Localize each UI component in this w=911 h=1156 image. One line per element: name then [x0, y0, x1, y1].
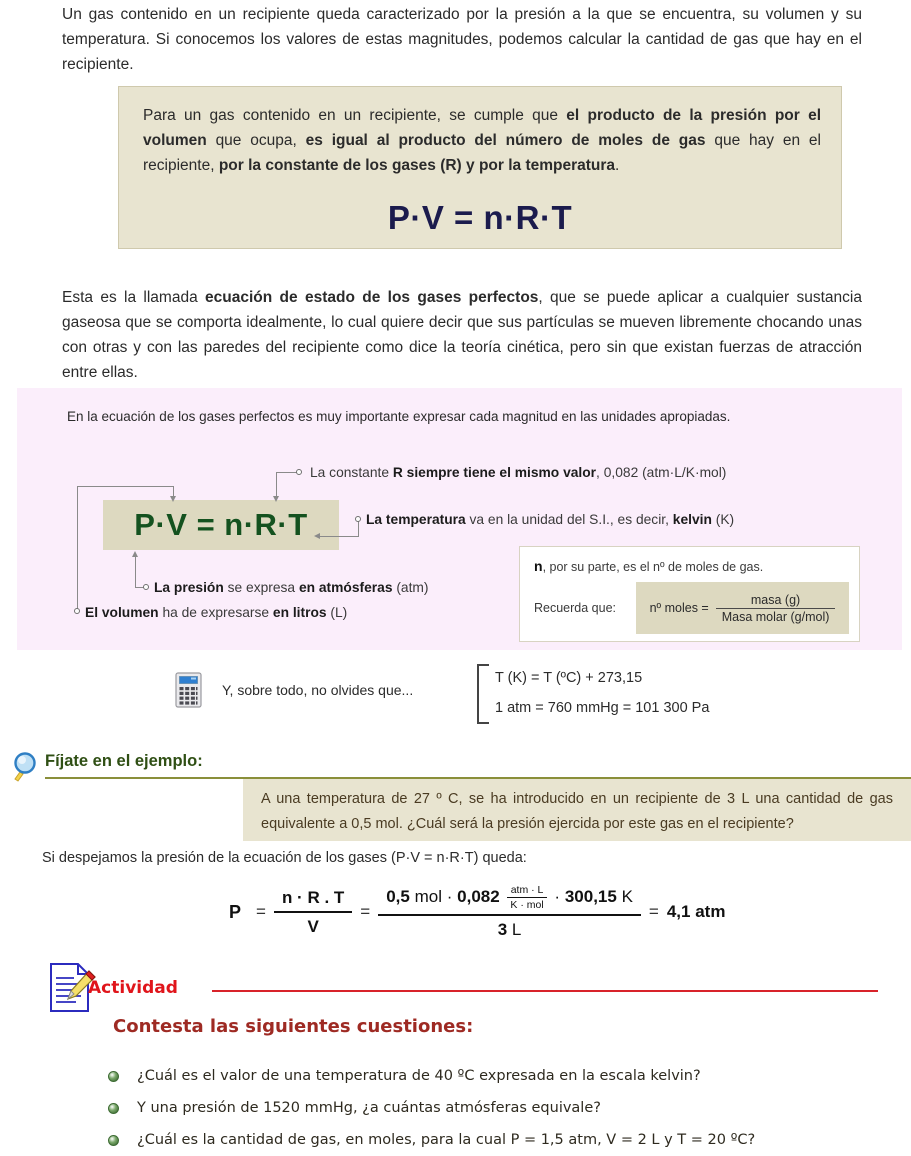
conversions-bracket	[477, 664, 489, 724]
statement-part-2: que ocupa,	[206, 132, 306, 149]
formula-equals-1: =	[256, 902, 266, 921]
r-leader-arrow	[273, 496, 279, 502]
annotation-volume-part-2: (L)	[326, 605, 348, 620]
statement-text	[143, 103, 821, 178]
temperature-leader-vertical	[358, 521, 359, 537]
solve-for-pressure-note: Si despejamos la presión de la ecuación de los gases (P·V = n·R·T) queda:	[42, 850, 527, 866]
list-item	[108, 1060, 755, 1092]
annotation-temperature-part-1: va en la unidad del S.I., es decir,	[465, 512, 673, 527]
moles-definition-rest: , por su parte, es el nº de moles de gas.	[542, 560, 764, 574]
worked-formula	[222, 884, 725, 940]
formula-r-unit-denominator: K · mol	[507, 897, 546, 911]
question-text: ¿Cuál es el valor de una temperatura de 40 ºC expresada en la escala kelvin?	[137, 1068, 701, 1084]
ideal-gas-equation-green: P·V = n·R·T	[134, 507, 308, 542]
volume-leader-horizontal	[77, 486, 173, 487]
magnifier-icon	[8, 750, 42, 789]
second-paragraph	[62, 285, 862, 385]
magnifier-icon-svg	[8, 750, 42, 784]
annotation-temperature	[366, 511, 734, 529]
r-leader-dot	[296, 469, 302, 475]
formula-numeric-denominator	[378, 914, 641, 940]
bullet-icon	[108, 1071, 119, 1082]
temperature-leader-arrow	[314, 533, 320, 539]
formula-temperature-unit: K	[621, 886, 633, 906]
formula-equals-2: =	[360, 902, 371, 921]
statement-box	[118, 86, 842, 249]
r-leader-horizontal	[276, 472, 298, 473]
annotation-temperature-bold-2: kelvin	[672, 512, 712, 527]
formula-symbolic-fraction	[274, 888, 352, 937]
formula-dot-2: ·	[554, 886, 561, 906]
formula-lhs: P	[229, 901, 242, 922]
annotation-temperature-bold-1: La temperatura	[366, 512, 466, 527]
annotation-temperature-part-2: (K)	[711, 512, 735, 527]
activity-subtitle: Contesta las siguientes cuestiones:	[113, 1016, 474, 1037]
formula-numeric-fraction	[378, 884, 641, 940]
conversion-pressure: 1 atm = 760 mmHg = 101 300 Pa	[495, 700, 710, 716]
formula-moles-unit: mol	[414, 886, 442, 906]
annotation-volume-part-1: ha de expresarse	[158, 605, 273, 620]
second-paragraph-part-2: , que se puede aplicar a cualquier sustancia gaseosa que se comporta idealmente, lo cual quiere decir que sus partículas se mueven libremente chocando unas con otras y con las paredes del recipiente como dice la teoría cinética, pero sin que existan fuerzas de atracción entre ellas.	[62, 289, 862, 381]
list-item	[108, 1124, 755, 1156]
annotation-pressure-part-1: se expresa	[223, 580, 299, 595]
annotation-constant-part-2: , 0,082 (atm·L/K·mol)	[596, 465, 727, 480]
moles-formula-denominator: Masa molar (g/mol)	[716, 608, 836, 624]
units-panel-intro: En la ecuación de los gases perfectos es muy importante expresar cada magnitud en las unidades apropiadas.	[67, 409, 731, 424]
moles-formula-box	[636, 582, 849, 634]
second-paragraph-bold: ecuación de estado de los gases perfectos	[205, 289, 539, 306]
annotation-pressure	[154, 579, 429, 597]
question-text: ¿Cuál es la cantidad de gas, en moles, para la cual P = 1,5 atm, V = 2 L y T = 20 ºC?	[137, 1132, 756, 1148]
annotation-constant-part-1: La constante	[310, 465, 393, 480]
annotation-volume-bold-2: en litros	[272, 605, 327, 620]
formula-symbolic-denominator: V	[274, 911, 352, 937]
question-list	[108, 1060, 755, 1156]
activity-rule	[212, 990, 878, 992]
formula-volume-value: 3	[497, 920, 508, 939]
calculator-icon-svg	[175, 672, 202, 708]
formula-result: 4,1 atm	[666, 902, 726, 921]
statement-part-3: que hay en el recipiente,	[143, 132, 821, 174]
formula-moles-value: 0,5	[386, 886, 410, 906]
formula-numeric-numerator	[378, 884, 641, 914]
activity-label: Actividad	[88, 978, 178, 998]
example-statement-text: A una temperatura de 27 º C, se ha introducido en un recipiente de 3 L una cantidad de gas equivalente a 0,5 mol. ¿Cuál será la presión ejercida por este gas en el recipiente?	[261, 791, 893, 832]
formula-volume-unit: L	[511, 920, 522, 939]
formula-r-value: 0,082	[457, 886, 500, 906]
statement-bold-2: es igual al producto del número de moles de gas	[305, 132, 706, 149]
example-heading: Fíjate en el ejemplo:	[45, 752, 203, 770]
list-item	[108, 1092, 755, 1124]
formula-r-unit-numerator: atm · L	[510, 884, 544, 896]
calculator-note: Y, sobre todo, no olvides que...	[222, 682, 414, 698]
annotation-pressure-bold-1: La presión	[154, 580, 224, 595]
moles-formula-fraction	[716, 593, 836, 624]
formula-equals-3: =	[648, 902, 659, 921]
volume-leader-dot	[74, 608, 80, 614]
formula-r-unit-fraction	[507, 884, 546, 911]
statement-part-4: .	[615, 157, 620, 174]
bullet-icon	[108, 1103, 119, 1114]
r-leader-vertical	[276, 472, 277, 498]
pressure-leader-arrow	[132, 551, 138, 557]
second-paragraph-part-1: Esta es la llamada	[62, 289, 206, 306]
ideal-gas-equation-green-box	[103, 500, 339, 550]
moles-symbol: n	[534, 558, 543, 574]
moles-definition-card	[519, 546, 860, 642]
bullet-icon	[108, 1135, 119, 1146]
moles-formula-lhs: nº moles =	[649, 601, 709, 615]
annotation-pressure-part-2: (atm)	[392, 580, 429, 595]
temperature-leader-horizontal	[318, 536, 358, 537]
pressure-leader-dot	[143, 584, 149, 590]
annotation-constant-bold: R siempre tiene el mismo valor	[392, 465, 597, 480]
intro-paragraph-text: Un gas contenido en un recipiente queda caracterizado por la presión a la que se encuentra, su volumen y su temperatura. Si conocemos los valores de estas magnitudes, podemos calcular la cantidad de gas que hay en el recipiente.	[62, 6, 862, 73]
formula-dot-1: ·	[446, 886, 453, 906]
statement-part-1: Para un gas contenido en un recipiente, se cumple que	[143, 107, 567, 124]
statement-bold-3: por la constante de los gases (R) y por la temperatura	[218, 157, 616, 174]
volume-leader-vertical-left	[77, 486, 78, 611]
formula-symbolic-numerator: n · R . T	[281, 887, 345, 907]
ideal-gas-equation-navy: P·V = n·R·T	[387, 199, 573, 236]
annotation-volume	[85, 604, 347, 622]
example-statement-box	[243, 779, 911, 841]
moles-recuerda-label: Recuerda que:	[534, 601, 617, 615]
statement-bold-1: el producto de la presión por el volumen	[143, 107, 822, 149]
formula-temperature-value: 300,15	[564, 886, 617, 906]
temperature-leader-dot	[355, 516, 361, 522]
question-text: Y una presión de 1520 mmHg, ¿a cuántas atmósferas equivale?	[137, 1100, 601, 1116]
annotation-pressure-bold-2: en atmósferas	[298, 580, 393, 595]
annotation-constant	[310, 464, 726, 482]
annotation-volume-bold-1: El volumen	[85, 605, 159, 620]
moles-definition-text	[534, 558, 763, 574]
conversion-temperature: T (K) = T (ºC) + 273,15	[495, 670, 643, 686]
intro-paragraph	[62, 2, 862, 77]
pressure-leader-vertical	[135, 557, 136, 588]
calculator-icon	[175, 672, 202, 713]
moles-formula-numerator: masa (g)	[750, 592, 801, 607]
volume-leader-arrow	[170, 496, 176, 502]
